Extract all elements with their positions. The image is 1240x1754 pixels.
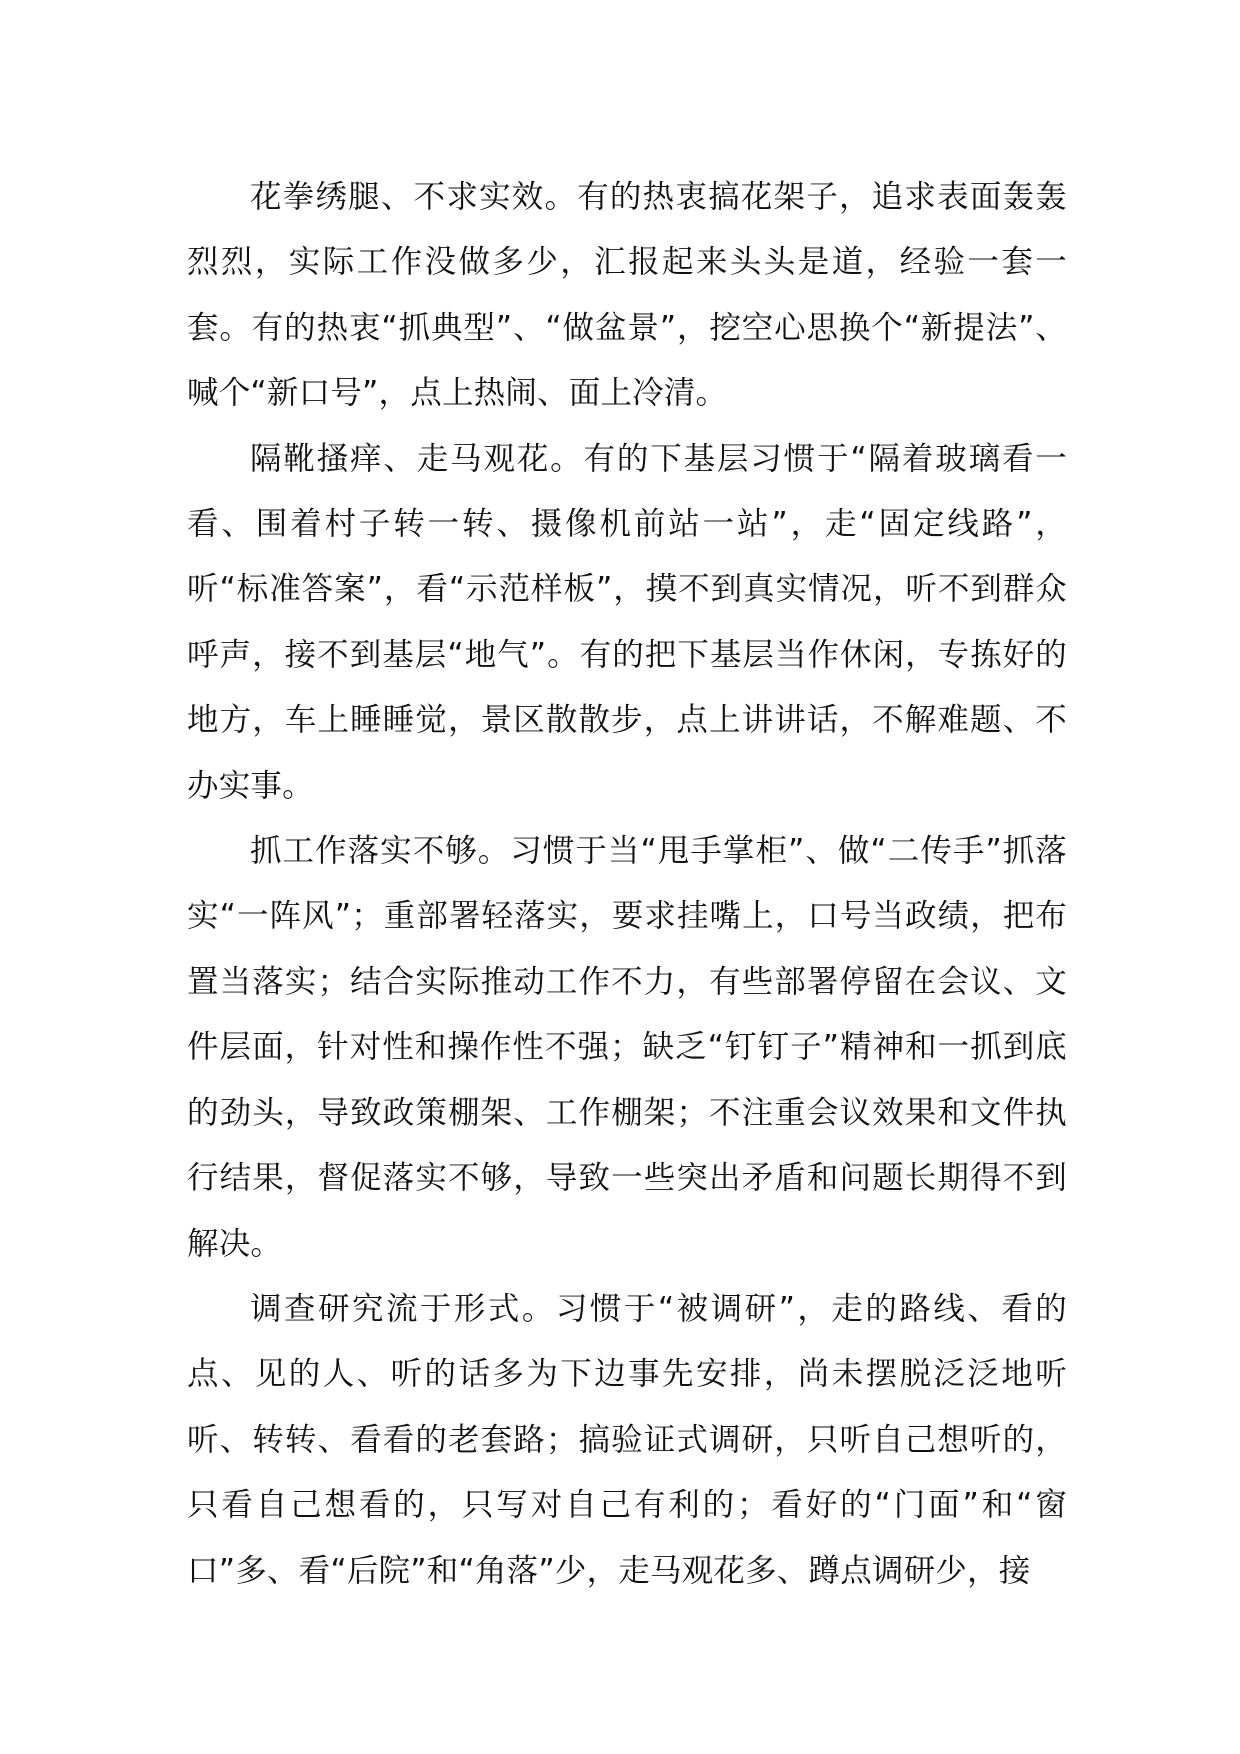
paragraph-formalism: 花拳绣腿、不求实效。有的热衷搞花架子，追求表面轰轰烈烈，实际工作没做多少，汇报起来头头是道，经验一套一套。有的热衷“抓典型”、“做盆景”，挖空心思换个“新提法”、喊个“新口号”，点上热闹、面上冷清。: [187, 179, 1067, 412]
paragraph-investigation: 调查研究流于形式。习惯于“被调研”，走的路线、看的点、见的人、听的话多为下边事先安排，尚未摆脱泛泛地听听、转转、看看的老套路；搞验证式调研，只听自己想听的，只看自己想看的，只写对自己有利的；看好的“门面”和“窗口”多、看“后院”和“角落”少，走马观花多、蹲点调研少，接: [187, 1290, 1067, 1589]
paragraph-implementation: 抓工作落实不够。习惯于当“甩手掌柜”、做“二传手”抓落实“一阵风”；重部署轻落实，要求挂嘴上，口号当政绩，把布置当落实；结合实际推动工作不力，有些部署停留在会议、文件层面，针对性和操作性不强；缺乏“钉钉子”精神和一抓到底的劲头，导致政策棚架、工作棚架；不注重会议效果和文件执行结果，督促落实不够，导致一些突出矛盾和问题长期得不到解决。: [187, 833, 1067, 1262]
paragraph-superficial-inspection: 隔靴搔痒、走马观花。有的下基层习惯于“隔着玻璃看一看、围着村子转一转、摄像机前站一站”，走“固定线路”，听“标准答案”，看“示范样板”，摸不到真实情况，听不到群众呼声，接不到基层“地气”。有的把下基层当作休闲，专拣好的地方，车上睡睡觉，景区散散步，点上讲讲话，不解难题、不办实事。: [187, 440, 1067, 804]
document-body: [187, 165, 1067, 1604]
